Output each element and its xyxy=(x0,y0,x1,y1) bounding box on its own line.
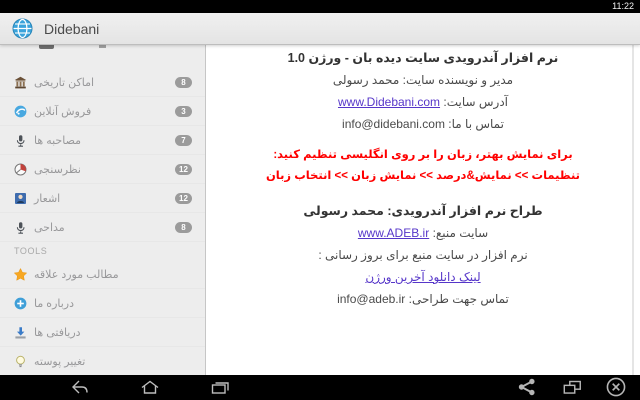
app-version-title: نرم افزار آندرویدی سایت دیده بان - ورژن 1.0 xyxy=(287,51,559,65)
popup-view-button[interactable] xyxy=(561,377,583,397)
poet-portrait-icon xyxy=(14,192,27,205)
android-nav-bar xyxy=(0,375,640,400)
recents-button[interactable] xyxy=(209,377,231,397)
download-icon xyxy=(14,326,27,339)
update-line: نرم افزار در سایت منبع برای بروز رسانی : xyxy=(318,248,528,262)
about-plus-icon xyxy=(14,297,27,310)
online-sales-icon xyxy=(14,105,27,118)
sidebar-item-label: تغییر پوسته xyxy=(34,355,86,368)
site-address-line xyxy=(206,91,640,113)
navigation-drawer xyxy=(0,45,206,375)
sidebar-item-change-theme[interactable] xyxy=(0,347,205,376)
sidebar-item-label: اماکن تاریخی xyxy=(34,76,95,89)
home-icon xyxy=(139,377,161,397)
sidebar-item-label: نظرسنجی xyxy=(34,163,81,176)
sidebar-item-label: مداحی xyxy=(34,221,65,234)
designer-block xyxy=(206,200,640,310)
sidebar-item-eulogy[interactable] xyxy=(0,213,205,242)
contact-email: info@didebani.com xyxy=(342,117,445,131)
scrolled-item-fragment xyxy=(39,45,54,49)
home-button[interactable] xyxy=(139,377,161,397)
share-icon xyxy=(516,377,538,397)
back-icon xyxy=(69,377,91,397)
sidebar-item-survey[interactable] xyxy=(0,155,205,184)
source-site-link[interactable]: www.ADEB.ir xyxy=(357,226,430,240)
language-notice xyxy=(206,145,640,187)
close-icon xyxy=(605,377,627,397)
microphone-icon xyxy=(14,134,27,147)
notice-line-1: برای نمایش بهتر، زبان را بر روی انگلیسی تنظیم کنید: xyxy=(273,149,573,161)
source-site-line xyxy=(206,222,640,244)
clock: 11:22 xyxy=(612,1,634,11)
count-badge: 3 xyxy=(175,106,192,117)
action-bar xyxy=(0,13,640,45)
author-line: مدیر و نویسنده سایت: محمد رسولی xyxy=(332,73,514,87)
count-badge: 8 xyxy=(175,222,192,233)
sidebar-item-interviews[interactable] xyxy=(0,126,205,155)
site-link[interactable]: www.Didebani.com xyxy=(337,95,441,109)
microphone-icon xyxy=(14,221,27,234)
star-icon xyxy=(14,268,27,281)
contact-line xyxy=(206,113,640,135)
share-button[interactable] xyxy=(516,377,538,397)
sidebar-item-label: مصاحبه ها xyxy=(34,134,82,147)
designer-line: طراح نرم افزار آندرویدی: محمد رسولی xyxy=(303,204,543,218)
app-title: Didebani xyxy=(44,20,100,37)
sidebar-item-poems[interactable] xyxy=(0,184,205,213)
notice-line-2: تنظیمات >> نمایش&درصد >> نمایش زبان >> انتخاب زبان xyxy=(265,170,581,182)
sidebar-item-about-us[interactable] xyxy=(0,289,205,318)
tools-section-header: TOOLS xyxy=(14,246,48,256)
status-bar xyxy=(0,0,640,13)
survey-pie-icon xyxy=(14,163,27,176)
popup-view-icon xyxy=(561,377,583,397)
source-site-label: سایت منبع: xyxy=(432,226,489,240)
sidebar-item-label: مطالب مورد علاقه xyxy=(34,268,119,281)
close-button[interactable] xyxy=(605,377,627,397)
scrollbar-track[interactable] xyxy=(632,45,634,375)
design-contact-label: تماس جهت طراحی: xyxy=(408,292,509,306)
count-badge: 7 xyxy=(175,135,192,146)
scrolled-item-fragment xyxy=(99,45,106,48)
download-line xyxy=(206,266,640,288)
site-address-label: آدرس سایت: xyxy=(443,95,508,109)
historical-building-icon xyxy=(14,76,27,89)
count-badge: 12 xyxy=(175,193,192,204)
download-latest-link[interactable]: لینک دانلود آخرین ورژن xyxy=(365,270,481,284)
design-contact-email: info@adeb.ir xyxy=(337,292,406,306)
sidebar-item-label: فروش آنلاین xyxy=(34,105,92,118)
about-content xyxy=(206,45,640,375)
sidebar-item-favorites[interactable] xyxy=(0,260,205,289)
lightbulb-icon xyxy=(14,355,27,368)
sidebar-item-downloads[interactable] xyxy=(0,318,205,347)
sidebar-item-online-sales[interactable] xyxy=(0,97,205,126)
contact-label: تماس با ما: xyxy=(448,117,504,131)
count-badge: 8 xyxy=(175,77,192,88)
back-button[interactable] xyxy=(69,377,91,397)
sidebar-item-historical-places[interactable] xyxy=(0,68,205,97)
design-contact-line xyxy=(206,288,640,310)
count-badge: 12 xyxy=(175,164,192,175)
sidebar-item-label: اشعار xyxy=(34,192,61,205)
sidebar-item-label: درباره ما xyxy=(34,297,74,310)
sidebar-item-label: دریافتی ها xyxy=(34,326,81,339)
globe-icon xyxy=(12,18,33,39)
recents-icon xyxy=(209,377,231,397)
